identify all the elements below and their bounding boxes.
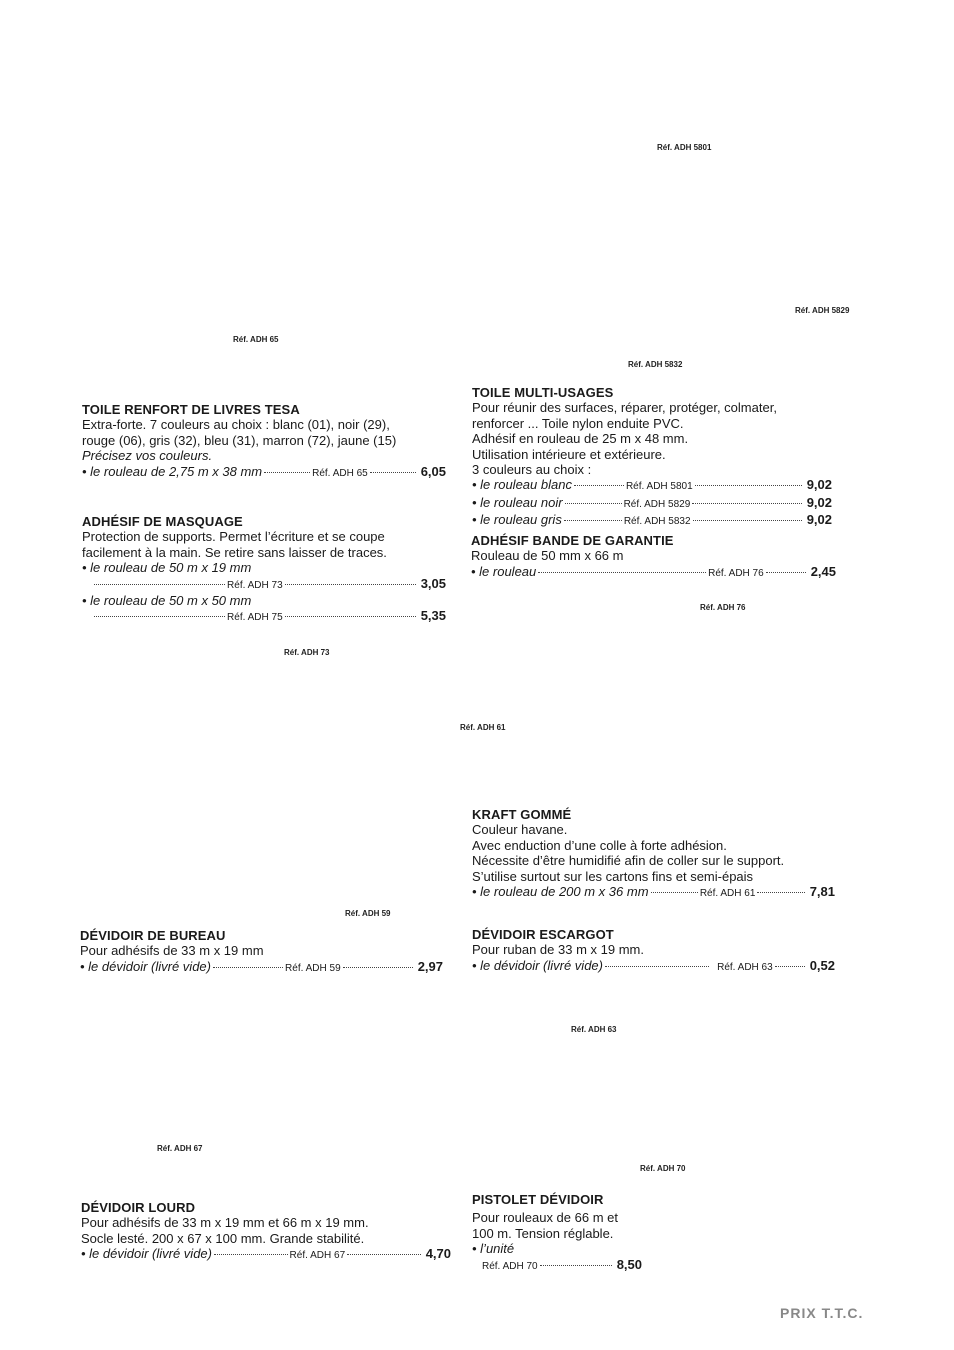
- item-price: 2,45: [810, 563, 836, 579]
- price-row: [82, 576, 446, 593]
- item-ref: Réf. ADH 5801: [625, 481, 693, 493]
- item-ref: Réf. ADH 63: [717, 961, 773, 973]
- leader-dots: [692, 503, 801, 504]
- product-escargot: [472, 927, 835, 975]
- product-title: ADHÉSIF BANDE DE GARANTIE: [471, 533, 674, 548]
- image-caption-adh73: Réf. ADH 73: [284, 648, 330, 657]
- product-description: rouge (06), gris (32), bleu (31), marron (72), jaune (15): [82, 432, 397, 448]
- item-price: 6,05: [420, 463, 447, 479]
- item-label: • le rouleau noir: [472, 494, 563, 510]
- product-description: Socle lesté. 200 x 67 x 100 mm. Grande stabilité.: [81, 1230, 365, 1246]
- product-title: PISTOLET DÉVIDOIR: [472, 1192, 604, 1207]
- item-ref: Réf. ADH 73: [227, 579, 283, 591]
- item-price: 4,70: [425, 1246, 452, 1262]
- product-devidoir-bureau: [80, 928, 443, 976]
- item-label: • le dévidoir (livré vide): [81, 1246, 212, 1262]
- price-row: [472, 958, 835, 975]
- product-description: Pour rouleaux de 66 m et: [472, 1210, 618, 1226]
- leader-dots: [94, 584, 225, 585]
- item-price: 8,50: [616, 1256, 642, 1272]
- leader-dots: [651, 892, 698, 893]
- item-ref: Réf. ADH 5829: [623, 498, 691, 510]
- price-row: [471, 564, 836, 581]
- product-description: Extra-forte. 7 couleurs au choix : blanc (01), noir (29),: [82, 417, 390, 433]
- leader-dots: [775, 966, 805, 967]
- item-price: 9,02: [806, 494, 832, 510]
- product-title: KRAFT GOMMÉ: [472, 807, 572, 822]
- leader-dots: [574, 485, 624, 486]
- leader-dots: [605, 966, 709, 967]
- image-caption-adh67: Réf. ADH 67: [157, 1144, 203, 1153]
- item-price: 2,97: [417, 958, 444, 974]
- item-label: • le rouleau de 2,75 m x 38 mm: [82, 463, 263, 479]
- product-title: TOILE RENFORT DE LIVRES TESA: [82, 402, 300, 417]
- price-row: [472, 477, 832, 494]
- product-description: Adhésif en rouleau de 25 m x 48 mm.: [472, 431, 689, 447]
- item-price: 0,52: [809, 957, 835, 973]
- product-description: Utilisation intérieure et extérieure.: [472, 446, 666, 462]
- item-label: • le dévidoir (livré vide): [80, 958, 211, 974]
- leader-dots: [213, 967, 283, 968]
- image-caption-adh5832: Réf. ADH 5832: [628, 360, 683, 369]
- product-lourd: [81, 1200, 451, 1264]
- price-row: [472, 884, 835, 901]
- item-price: 9,02: [806, 512, 832, 528]
- image-caption-adh5801: Réf. ADH 5801: [657, 143, 712, 152]
- product-description: Couleur havane.: [472, 822, 568, 838]
- product-masquage: [82, 514, 446, 626]
- product-description: Pour adhésifs de 33 m x 19 mm et 66 m x 19 mm.: [81, 1215, 369, 1231]
- price-row: [472, 512, 832, 529]
- price-row: [81, 1246, 451, 1263]
- item-label: • le rouleau de 50 m x 50 mm: [82, 593, 252, 609]
- product-toile-renfort: [82, 402, 446, 481]
- leader-dots: [94, 616, 225, 617]
- product-description: Avec enduction d’une colle à forte adhésion.: [472, 837, 727, 853]
- product-title: ADHÉSIF DE MASQUAGE: [82, 514, 243, 529]
- product-kraft: [472, 807, 835, 901]
- product-multi-usages: [472, 385, 832, 530]
- leader-dots: [214, 1254, 288, 1255]
- item-ref: Réf. ADH 76: [708, 567, 764, 579]
- product-description: Rouleau de 50 mm x 66 m: [471, 548, 624, 564]
- item-label: • le rouleau: [471, 563, 537, 579]
- image-caption-adh63: Réf. ADH 63: [571, 1025, 617, 1034]
- product-description: 100 m. Tension réglable.: [472, 1225, 614, 1241]
- leader-dots: [538, 572, 706, 573]
- leader-dots: [565, 503, 622, 504]
- image-caption-adh5829: Réf. ADH 5829: [795, 306, 850, 315]
- image-caption-adh76: Réf. ADH 76: [700, 603, 746, 612]
- leader-dots: [347, 1254, 421, 1255]
- item-price: 9,02: [806, 477, 832, 493]
- item-ref: Réf. ADH 61: [699, 888, 756, 900]
- leader-dots: [766, 572, 806, 573]
- leader-dots: [285, 616, 416, 617]
- leader-dots: [757, 892, 804, 893]
- leader-dots: [540, 1265, 612, 1266]
- item-price: 5,35: [420, 608, 446, 624]
- product-description: S’utilise surtout sur les cartons fins et semi-épais: [472, 868, 754, 884]
- item-label: • le rouleau blanc: [472, 477, 572, 493]
- price-row: [82, 464, 446, 481]
- product-title: DÉVIDOIR ESCARGOT: [472, 927, 614, 942]
- item-ref: Réf. ADH 59: [285, 962, 341, 974]
- item-label: • le rouleau de 50 m x 19 mm: [82, 560, 252, 576]
- product-title: TOILE MULTI-USAGES: [472, 385, 614, 400]
- leader-dots: [695, 485, 802, 486]
- leader-dots: [343, 967, 413, 968]
- product-description: Pour réunir des surfaces, réparer, protéger, colmater,: [472, 400, 777, 416]
- price-notice: PRIX T.T.C.: [780, 1305, 864, 1321]
- leader-dots: [285, 584, 416, 585]
- price-row: [472, 495, 832, 512]
- product-description: Protection de supports. Permet l’écriture et se coupe: [82, 529, 385, 545]
- product-description: Nécessite d’être humidifié afin de coller sur le support.: [472, 853, 785, 869]
- item-price: 7,81: [809, 884, 835, 900]
- item-label: • l’unité: [472, 1241, 515, 1257]
- leader-dots: [264, 472, 310, 473]
- item-ref: Réf. ADH 67: [289, 1250, 346, 1262]
- item-ref: Réf. ADH 5832: [623, 516, 691, 528]
- image-caption-adh70: Réf. ADH 70: [640, 1164, 686, 1173]
- product-title: DÉVIDOIR LOURD: [81, 1200, 196, 1215]
- item-price: 3,05: [420, 575, 446, 591]
- item-ref: Réf. ADH 65: [312, 467, 368, 479]
- product-description: Pour ruban de 33 m x 19 mm.: [472, 942, 644, 958]
- product-note: Précisez vos couleurs.: [82, 448, 213, 464]
- item-ref: Réf. ADH 70: [482, 1260, 538, 1272]
- item-label: • le rouleau gris: [472, 512, 562, 528]
- product-garantie: [471, 533, 836, 581]
- product-description: facilement à la main. Se retire sans laisser de traces.: [82, 544, 387, 560]
- leader-dots: [693, 520, 802, 521]
- product-description: Pour adhésifs de 33 m x 19 mm: [80, 943, 264, 959]
- product-title: DÉVIDOIR DE BUREAU: [80, 928, 226, 943]
- image-caption-adh59: Réf. ADH 59: [345, 909, 391, 918]
- image-caption-adh61: Réf. ADH 61: [460, 723, 506, 732]
- leader-dots: [564, 520, 622, 521]
- item-label: • le dévidoir (livré vide): [472, 957, 603, 973]
- product-pistolet: [472, 1192, 642, 1274]
- product-description: 3 couleurs au choix :: [472, 462, 592, 478]
- item-label: • le rouleau de 200 m x 36 mm: [472, 884, 649, 900]
- leader-dots: [370, 472, 416, 473]
- price-row: [472, 1257, 642, 1274]
- price-row: [82, 608, 446, 625]
- image-caption-adh65: Réf. ADH 65: [233, 335, 279, 344]
- item-ref: Réf. ADH 75: [227, 612, 283, 624]
- product-description: renforcer ... Toile nylon enduite PVC.: [472, 415, 684, 431]
- price-row: [80, 959, 443, 976]
